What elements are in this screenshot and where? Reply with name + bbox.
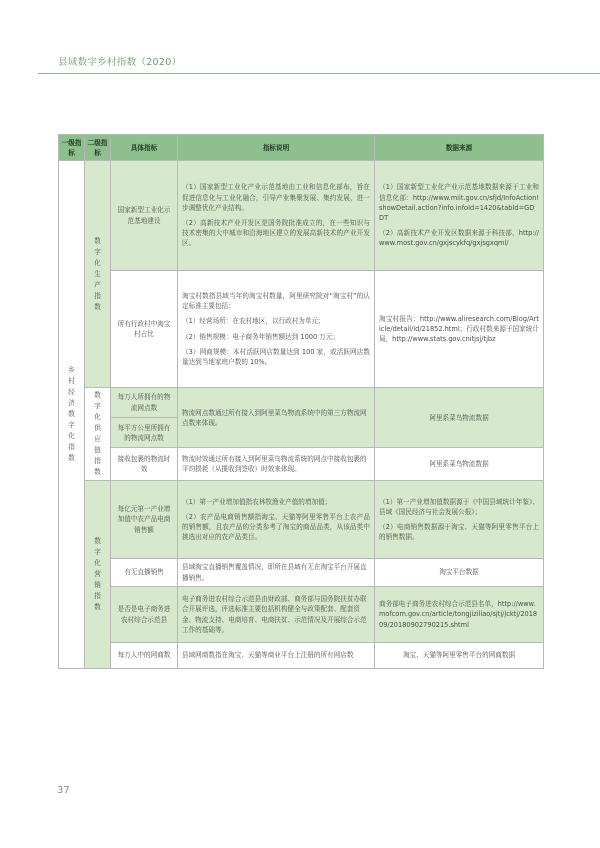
table-row — [59, 271, 544, 388]
header-source: 数据来源 — [375, 135, 544, 161]
description-paragraph: （3）网商规模：本村活跃网店数量达到 100 家，或活跃网店数量达到当地家庭户数的 10%。 — [182, 347, 370, 366]
level2-cell-supply — [85, 388, 111, 481]
description-paragraph: （1）第一产业增加值指农林牧渔业产值的增加值； — [182, 497, 332, 506]
source-cell — [375, 271, 544, 388]
page-number: 37 — [57, 785, 70, 796]
description-cell — [178, 161, 375, 271]
source-paragraph: （2）高新技术产业开发区数据来源于科技部，http://www.most.gov.cn/gxjscykfq/gxjsgxqml/ — [379, 229, 539, 248]
source-cell: 商务部电子商务进农村综合示范县名单，http://www.mofcom.gov.cn/article/tongjiziliao/sjtj/jcktj/201809/20180902790215.shtml — [375, 587, 544, 643]
indicator-cell: 有无直播销售 — [111, 559, 178, 587]
level1-label: 乡村经济数字化指数 — [68, 366, 75, 462]
source-cell — [375, 481, 544, 559]
indicator-cell: 每万人中的网商数 — [111, 643, 178, 669]
description-cell: 物流时效通过所有接入到阿里菜鸟物流系统的网点中接收包裹的平均损耗（从揽收到签收）时效来体现。 — [178, 448, 375, 481]
source-paragraph: （1）国家新型工业化产业示范基地数据来源于工业和信息化部：http://www.miit.gov.cn/sfjd/InfoAction!showDetail.action?info.infoId=1420&tabId=GDDT — [379, 183, 539, 222]
description-paragraph: （1）国家新型工业化产业示范基地由工业和信息化部布，旨在促进信息化与工业化融合，引导产业集聚发展、集约发展，进一步调整优化产业结构。 — [182, 183, 370, 212]
table-row — [59, 481, 544, 559]
table-row — [59, 448, 544, 481]
header-divider — [38, 73, 600, 74]
level2-cell-production — [85, 161, 111, 388]
source-paragraph: 淘宝村报告：http://www.aliresearch.com/Blog/Article/detail/id/21852.html；行政村数来源于国家统计局，http://www.stats.gov.cnitjsj/tjbz — [379, 314, 539, 344]
table-header-row — [59, 135, 544, 161]
level2-label-supply: 数字化供应链指数 — [94, 391, 101, 476]
table-row — [59, 587, 544, 643]
indicator-cell: 所有行政村中淘宝村占比 — [111, 271, 178, 388]
description-cell: 物流网点数通过所有接入到阿里菜鸟物流系统中的第三方物流网点数来体现。 — [178, 388, 375, 448]
source-cell — [375, 161, 544, 271]
description-paragraph: （2）高新技术产业开发区是国务院批准成立的，在一些知识与技术密集的大中城市和沿海地区建立的发展高新技术的产业开发区。 — [182, 219, 370, 248]
indicator-cell: 国家新型工业化示范基地建设 — [111, 161, 178, 271]
header-level2: 二级指标 — [85, 135, 111, 161]
source-paragraph: （2）电商销售数据源于淘宝、天猫等阿里零售平台上的销售数据。 — [379, 523, 539, 542]
description-cell: 县域网商数指在淘宝、天猫等商业平台上注册的所有网店数 — [178, 643, 375, 669]
description-cell: 电子商务进农村综合示范县由财政部、商务部与国务院扶贫办联合开展评选，评选标准主要包括机构健全与政策配套、配套资金、物流支持、电商培育、电商扶贫、示范情况及开展综合示范工作的基础等。 — [178, 587, 375, 643]
description-paragraph: 淘宝村数指县域当年的淘宝村数量，阿里研究院对“淘宝村”的认定标准主要包括： — [182, 291, 370, 311]
table-row — [59, 643, 544, 669]
indicator-cell: 是否是电子商务进农村综合示范县 — [111, 587, 178, 643]
level2-label-production: 数字化生产指数 — [94, 236, 101, 311]
table-row — [59, 161, 544, 271]
indicator-table — [58, 134, 544, 669]
description-paragraph: （1）经营场所：在农村地区，以行政村为单元； — [182, 317, 325, 326]
table-row — [59, 388, 544, 418]
description-paragraph: （2）农产品电商销售额指淘宝、天猫等阿里零售平台上农产品的销售额，且农产品的分类参考了淘宝的商品品类，从该品类中挑选出对应的农产品类目。 — [182, 512, 370, 542]
indicator-cell: 接收包裹的物流时效 — [111, 448, 178, 481]
source-cell: 阿里系菜鸟物流数据 — [375, 388, 544, 448]
indicator-cell: 每亿元第一产业增加值中农产品电商销售额 — [111, 481, 178, 559]
source-cell: 阿里系菜鸟物流数据 — [375, 448, 544, 481]
source-cell: 淘宝、天猫等阿里零售平台的网商数据 — [375, 643, 544, 669]
header-description: 指标说明 — [178, 135, 375, 161]
source-paragraph: （1）第一产业增加值数据源于《中国县域统计年鉴》、县域《国民经济与社会发展公报》； — [379, 497, 539, 516]
level1-cell — [59, 161, 85, 669]
table-row — [59, 559, 544, 587]
description-cell — [178, 481, 375, 559]
description-cell: 县域淘宝直播销售覆盖情况，即所在县域有无在淘宝平台开展直播销售。 — [178, 559, 375, 587]
description-cell — [178, 271, 375, 388]
indicator-cell: 每平方公里所拥有的物流网点数 — [111, 418, 178, 448]
indicator-cell: 每万人所拥有的物流网点数 — [111, 388, 178, 418]
level2-label-marketing: 数字化营销指数 — [94, 537, 101, 611]
description-paragraph: （2）销售规模：电子商务年销售额达到 1000 万元； — [182, 332, 340, 341]
header-indicator: 具体指标 — [111, 135, 178, 161]
document-running-title: 县域数字乡村指数（2020） — [58, 57, 182, 68]
header-level1: 一级指标 — [59, 135, 85, 161]
level2-cell-marketing — [85, 481, 111, 669]
source-cell: 淘宝平台数据 — [375, 559, 544, 587]
